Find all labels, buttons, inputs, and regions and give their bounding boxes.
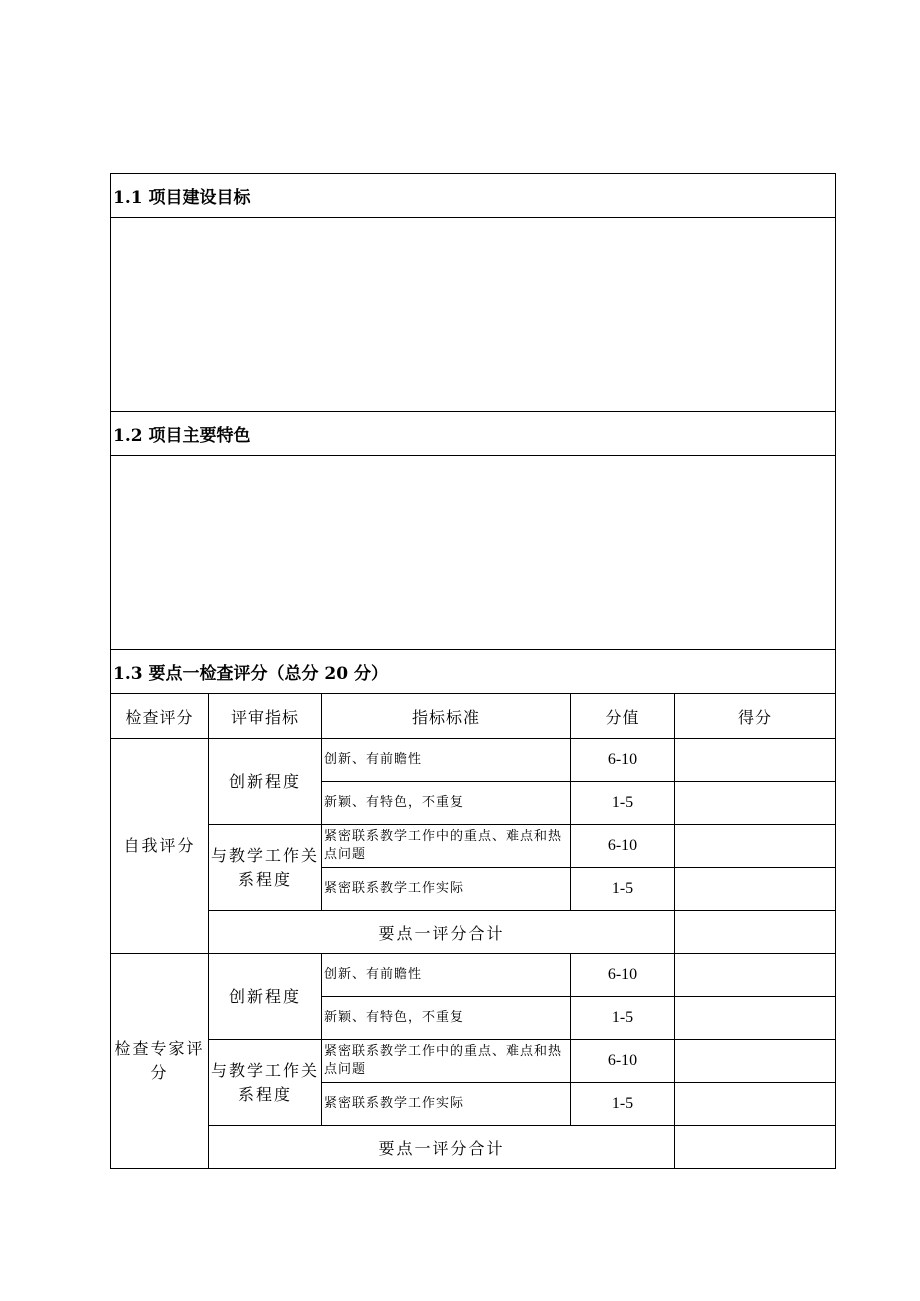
header-category: 检查评分: [111, 694, 209, 739]
header-indicator: 评审指标: [209, 694, 322, 739]
criterion-points: 1-5: [571, 782, 675, 825]
criterion-points: 1-5: [571, 1083, 675, 1126]
total-label: 要点一评分合计: [209, 1126, 675, 1169]
criterion-text: 新颖、有特色，不重复: [322, 997, 571, 1040]
criterion-text: 紧密联系教学工作实际: [322, 1083, 571, 1126]
indicator-label: 创新程度: [209, 739, 322, 825]
score-cell[interactable]: [675, 1040, 836, 1083]
section-features-title: 1.2 项目主要特色: [111, 412, 836, 456]
table-row: [111, 1040, 836, 1083]
criterion-text: 创新、有前瞻性: [322, 954, 571, 997]
indicator-label: 与教学工作关系程度: [209, 1040, 322, 1126]
table-row: [111, 954, 836, 997]
group-self-label: 自我评分: [111, 739, 209, 954]
criterion-points: 1-5: [571, 868, 675, 911]
table-row: [111, 825, 836, 868]
criterion-text: 创新、有前瞻性: [322, 739, 571, 782]
criterion-text: 新颖、有特色，不重复: [322, 782, 571, 825]
total-score-cell[interactable]: [675, 911, 836, 954]
section-review-title: 1.3 要点一检查评分（总分 20 分）: [111, 650, 836, 694]
criterion-text: 紧密联系教学工作中的重点、难点和热点问题: [322, 825, 571, 868]
section-goal-content[interactable]: [111, 218, 836, 412]
indicator-label: 与教学工作关系程度: [209, 825, 322, 911]
score-cell[interactable]: [675, 954, 836, 997]
criterion-points: 6-10: [571, 954, 675, 997]
table-row: [111, 739, 836, 782]
score-cell[interactable]: [675, 782, 836, 825]
score-cell[interactable]: [675, 825, 836, 868]
header-score: 得分: [675, 694, 836, 739]
indicator-label: 创新程度: [209, 954, 322, 1040]
criterion-text: 紧密联系教学工作实际: [322, 868, 571, 911]
table-row: [111, 1126, 836, 1169]
header-standard: 指标标准: [322, 694, 571, 739]
section-goal-title: 1.1 项目建设目标: [111, 174, 836, 218]
criterion-points: 6-10: [571, 1040, 675, 1083]
group-expert-label: 检查专家评分: [111, 954, 209, 1169]
criterion-points: 6-10: [571, 825, 675, 868]
score-cell[interactable]: [675, 997, 836, 1040]
total-score-cell[interactable]: [675, 1126, 836, 1169]
criterion-points: 6-10: [571, 739, 675, 782]
header-points: 分值: [571, 694, 675, 739]
score-cell[interactable]: [675, 868, 836, 911]
criterion-text: 紧密联系教学工作中的重点、难点和热点问题: [322, 1040, 571, 1083]
score-cell[interactable]: [675, 739, 836, 782]
total-label: 要点一评分合计: [209, 911, 675, 954]
score-cell[interactable]: [675, 1083, 836, 1126]
criterion-points: 1-5: [571, 997, 675, 1040]
section-features-content[interactable]: [111, 456, 836, 650]
project-form-table: [110, 173, 836, 1169]
table-header-row: [111, 694, 836, 739]
table-row: [111, 911, 836, 954]
